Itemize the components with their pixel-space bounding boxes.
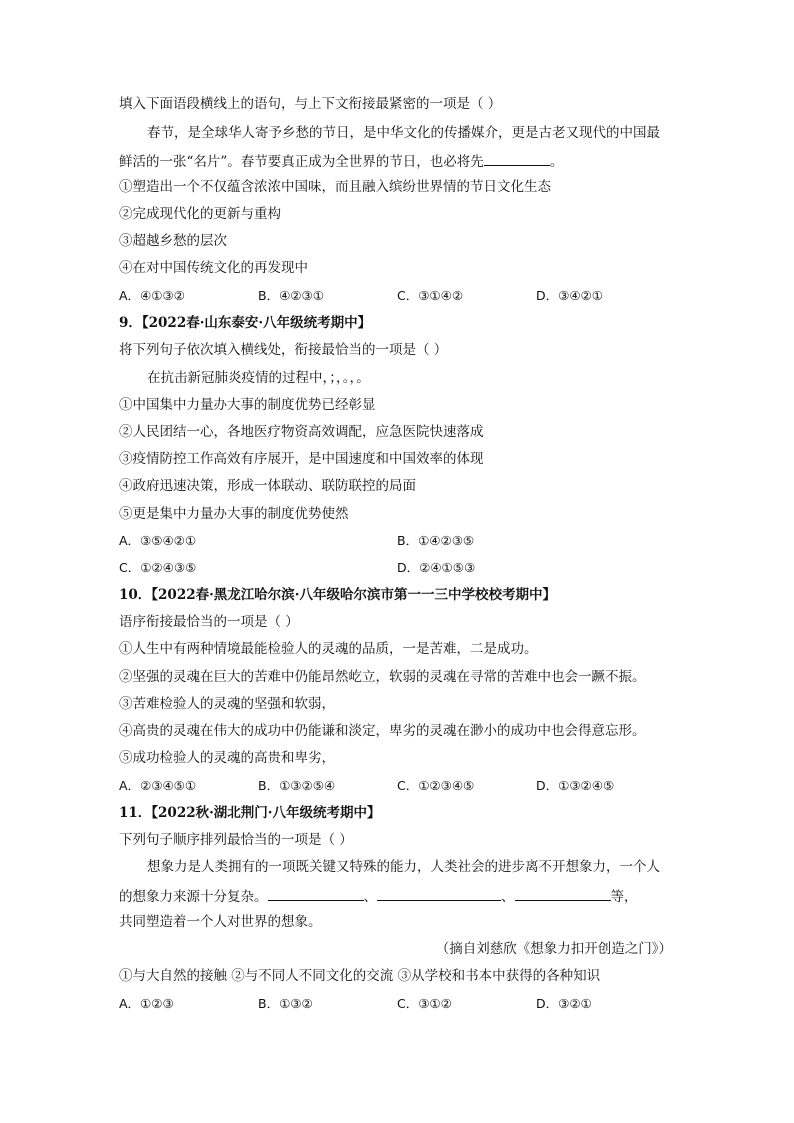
q10-item: ⑤成功检验人的灵魂的高贵和卑劣， <box>119 750 335 766</box>
q9-item: ④政府迅速决策，形成一体联动、联防联控的局面 <box>119 478 416 494</box>
q9-header: 9．【2022春·山东泰安·八年级统考期中】 <box>119 315 372 331</box>
q9-passage: 在抗击新冠肺炎疫情的过程中，；，。，。 <box>147 370 370 386</box>
q11-items: ①与大自然的接触 ②与不同人不同文化的交流 ③从学校和书本中获得的各种知识 <box>119 968 601 984</box>
q8-item: ③超越乡愁的层次 <box>119 233 227 249</box>
q9-option-a: A．③⑤④②① <box>119 533 197 548</box>
q9-item: ①中国集中力量办大事的制度优势已经彰显 <box>119 397 376 413</box>
q10-item: ②坚强的灵魂在巨大的苦难中仍能昂然屹立，软弱的灵魂在寻常的苦难中也会一蹶不振。 <box>119 669 646 685</box>
q9-stem: 将下列句子依次填入横线处，衔接最恰当的一项是（ ） <box>119 342 448 358</box>
q9-option-c: C．①②④③⑤ <box>119 560 197 575</box>
q11-option-b: B．①③② <box>258 996 313 1011</box>
q9-item: ②人民团结一心，各地医疗物资高效调配，应急医院快速落成 <box>119 424 484 440</box>
q10-option-c: C．①②③④⑤ <box>397 778 475 793</box>
q11-header: 11．【2022秋·湖北荆门·八年级统考期中】 <box>119 805 381 821</box>
q8-answer-blank <box>484 151 550 166</box>
q9-item: ⑤更是集中力量办大事的制度优势使然 <box>119 506 349 522</box>
q11-passage-line-3: 共同塑造着一个人对世界的想象。 <box>119 914 322 930</box>
q8-passage-line-1: 春节，是全球华人寄予乡愁的节日，是中华文化的传播媒介，更是古老又现代的中国最 <box>147 125 660 141</box>
q8-passage-end: 。 <box>549 154 564 170</box>
q10-option-a: A．②③④⑤① <box>119 778 197 793</box>
q8-passage-text: 鲜活的一张“名片”。春节要真正成为全世界的节日，也必将先 <box>119 154 484 170</box>
q8-option-d: D．③④②① <box>536 288 603 303</box>
q10-item: ③苦难检验人的灵魂的坚强和软弱， <box>119 696 335 712</box>
q8-option-c: C．③①④② <box>397 288 464 303</box>
q8-item: ②完成现代化的更新与重构 <box>119 206 281 222</box>
q9-item: ③疫情防控工作高效有序展开，是中国速度和中国效率的体现 <box>119 451 484 467</box>
q11-answer-blank-3 <box>515 886 611 901</box>
q9-option-b: B．①④②③⑤ <box>397 533 475 548</box>
q9-option-d: D．②④①⑤③ <box>397 560 476 575</box>
q11-passage-line-2 <box>119 886 638 906</box>
q10-option-d: D．①③②④⑤ <box>536 778 615 793</box>
q10-option-b: B．①③②⑤④ <box>258 778 336 793</box>
q8-option-a: A．④①③② <box>119 288 185 303</box>
q11-answer-blank-2 <box>377 886 501 901</box>
q11-stem: 下列句子顺序排列最恰当的一项是（ ） <box>119 832 353 848</box>
q10-header: 10．【2022春·黑龙江哈尔滨·八年级哈尔滨市第一一三中学校校考期中】 <box>119 587 557 603</box>
q11-option-a: A．①②③ <box>119 996 174 1011</box>
q11-separator: 、 <box>501 889 515 905</box>
q11-separator: 、 <box>363 889 377 905</box>
q8-stem: 填入下面语段横线上的语句，与上下文衔接最紧密的一项是（ ） <box>119 96 502 112</box>
q8-item: ④在对中国传统文化的再发现中 <box>119 260 308 276</box>
q10-item: ④高贵的灵魂在伟大的成功中仍能谦和淡定，卑劣的灵魂在渺小的成功中也会得意忘形。 <box>119 723 646 739</box>
q10-item: ①人生中有两种情境最能检验人的灵魂的品质，一是苦难，二是成功。 <box>119 641 538 657</box>
q11-passage-text: 的想象力来源十分复杂。 <box>119 889 268 905</box>
q11-option-d: D．③②① <box>536 996 592 1011</box>
q11-option-c: C．③①② <box>397 996 452 1011</box>
q8-option-b: B．④②③① <box>258 288 324 303</box>
q10-stem: 语序衔接最恰当的一项是（ ） <box>119 614 299 630</box>
q8-passage-line-2 <box>119 151 563 171</box>
q11-passage-line-1: 想象力是人类拥有的一项既关键又特殊的能力，人类社会的进步离不开想象力，一个人 <box>147 859 660 875</box>
q8-item: ①塑造出一个不仅蕴含浓浓中国味，而且融入缤纷世界情的节日文化生态 <box>119 179 551 195</box>
q11-source: （摘自刘慈欣《想象力扣开创造之门》） <box>435 941 672 957</box>
q11-answer-blank-1 <box>268 886 364 901</box>
q11-passage-end: 等， <box>610 889 638 905</box>
